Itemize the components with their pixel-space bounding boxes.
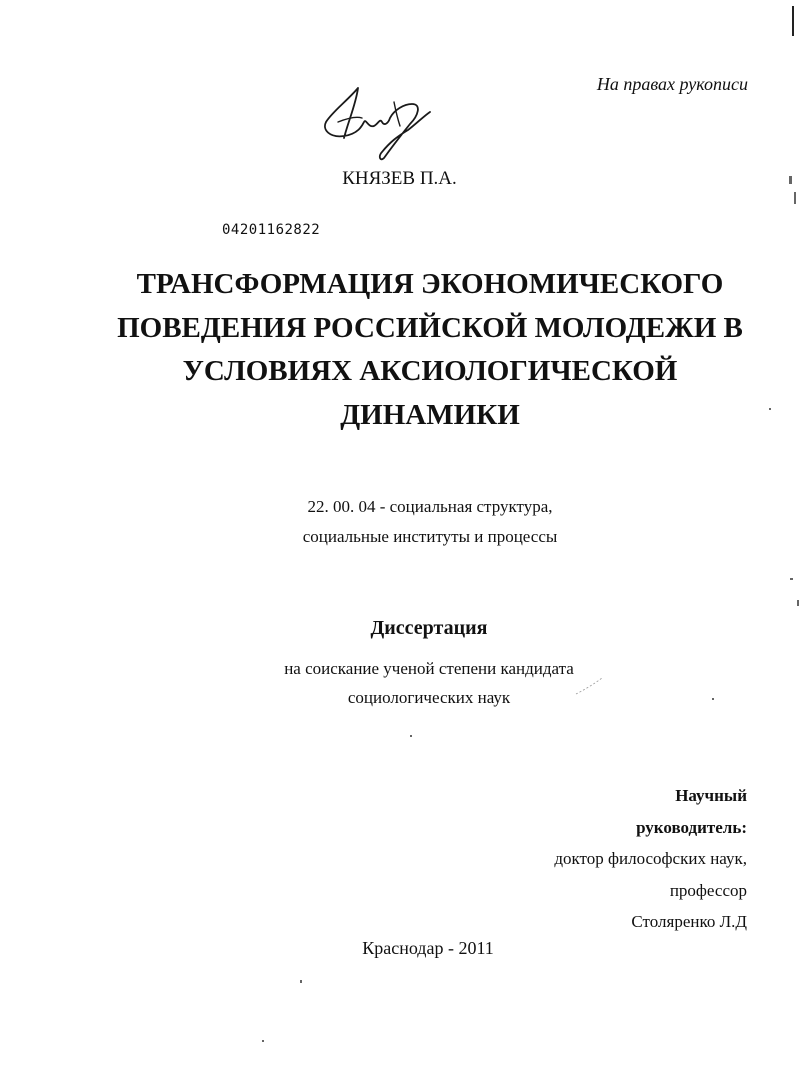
adviser-block bbox=[554, 780, 747, 938]
adviser-name: Столяренко Л.Д bbox=[631, 912, 747, 931]
scan-mark bbox=[789, 176, 792, 184]
rights-note: На правах рукописи bbox=[596, 74, 748, 94]
scan-mark bbox=[410, 735, 412, 737]
scan-mark bbox=[769, 408, 771, 410]
scan-mark bbox=[712, 698, 714, 700]
scan-mark bbox=[794, 192, 796, 204]
author-signature bbox=[318, 82, 438, 166]
degree-line: на соискание ученой степени кандидата bbox=[284, 659, 574, 678]
degree-line: социологических наук bbox=[347, 688, 511, 707]
adviser-label: руководитель: bbox=[636, 817, 747, 837]
adviser-degree: доктор философских наук, bbox=[554, 849, 747, 868]
catalog-code: 04201162822 bbox=[222, 222, 321, 238]
author-name-text: КНЯЗЕВ П.А. bbox=[342, 168, 457, 189]
scan-mark bbox=[574, 676, 604, 696]
degree-block bbox=[0, 654, 799, 712]
adviser-rank: профессор bbox=[669, 880, 747, 900]
specialty-line: 22. 00. 04 - социальная структура, bbox=[307, 497, 553, 516]
city-year: Краснодар - 2011 bbox=[362, 938, 494, 958]
dissertation-heading: Диссертация bbox=[370, 617, 488, 639]
scan-mark bbox=[792, 6, 794, 36]
scan-mark bbox=[300, 980, 302, 983]
title-line: ПОВЕДЕНИЯ РОССИЙСКОЙ МОЛОДЕЖИ В bbox=[117, 311, 743, 344]
adviser-label: Научный bbox=[675, 786, 747, 805]
scan-mark bbox=[790, 578, 793, 580]
author-name bbox=[0, 168, 799, 190]
title-line: УСЛОВИЯХ АКСИОЛОГИЧЕСКОЙ bbox=[182, 355, 678, 387]
title-line: ДИНАМИКИ bbox=[340, 398, 520, 431]
specialty-line: социальные институты и процессы bbox=[302, 527, 558, 546]
scan-mark bbox=[262, 1040, 264, 1042]
title-line: ТРАНСФОРМАЦИЯ ЭКОНОМИЧЕСКОГО bbox=[136, 268, 724, 300]
specialty-block bbox=[0, 492, 799, 552]
dissertation-title bbox=[60, 263, 799, 437]
